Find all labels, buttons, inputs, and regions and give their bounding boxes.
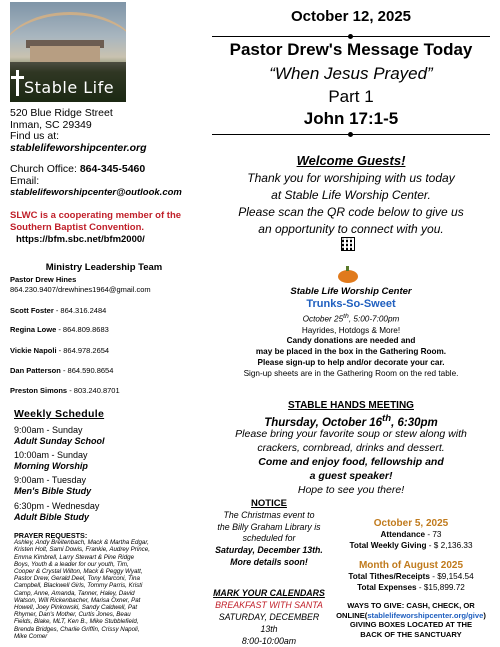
cross-icon (16, 70, 19, 96)
sbc-link[interactable]: https://bfm.sbc.net/bfm2000/ (16, 234, 145, 245)
leader-name: Vickie Napoli (10, 346, 57, 355)
event-line: may be placed in the box in the Gathering Room. (255, 347, 447, 357)
ways-line: GIVING BOXES LOCATED AT THE (349, 620, 473, 630)
logo-text: Stable Life (24, 78, 115, 97)
schedule-event: Morning Worship (14, 461, 88, 471)
leader-name: Dan Patterson (10, 366, 61, 375)
event-title: Trunks-So-Sweet (306, 298, 396, 310)
leader-contact: - 864.316.2484 (53, 306, 107, 315)
monthly-finance (328, 560, 494, 593)
welcome-line: Please scan the QR code below to give us (238, 205, 464, 219)
welcome-line: Thank you for worshiping with us today (247, 171, 455, 185)
event-line: Sign-up sheets are in the Gathering Room on the red table. (243, 368, 459, 378)
ways-online (328, 611, 494, 621)
notice-line: scheduled for (242, 533, 296, 544)
prayer-list: Ashley, Andy Breitenbach, Mack & Martha Edgar, Kristen Holt, Sami Dowis, Frankie, Audrey Prince, Emma Kimbrell, Larry Stewart & Pine Ridge Boys, Youth & a leader for our youth, Tim, Cooper & Crystal Wilton, Mack & Peggy Wyatt, Pastor Drew, Gerald Deel, Tony Marconi, Tina Campbell, Blackwell Girls, Tommy Parris, Kristi Camp, Anne, Amanda, Tanner, Haley, David Watson, Will Rickenbacher, Marisa Oxner, Pat Howell, Joey Pinkowski, Sandy Caldwell, Pat Rhymer, Dan's Mother, Curtis Jones, Beau Fields, Blake, MLT, Ken B., Mike Stubblefield, Brenda Bridges, Charlie Griffin, Crissy Napoli, Mike Comer (14, 539, 150, 640)
message-title: Pastor Drew's Message Today (229, 40, 473, 59)
leader-name: Pastor Drew Hines (10, 275, 77, 284)
calendar-title: MARK YOUR CALENDARS (213, 588, 325, 598)
event-line: Please sign-up to help and/or decorate your car. (257, 357, 445, 367)
finance-value: - $15,899.72 (416, 583, 465, 592)
leader-name: Preston Simons (10, 386, 68, 395)
schedule-event: Men's Bible Study (14, 486, 92, 496)
finance-label: Total Tithes/Receipts (348, 572, 430, 581)
church-building-graphic (30, 46, 100, 62)
email-label: Email: (10, 174, 40, 187)
notice-title: NOTICE (251, 498, 287, 509)
email-link[interactable]: stablelifeworshipcenter@outlook.com (10, 187, 182, 198)
leader-item (10, 386, 120, 396)
notice-line: More details soon! (230, 556, 308, 567)
divider-dot (348, 132, 353, 137)
leader-contact: - 864.978.2654 (56, 346, 110, 355)
leadership-title: Ministry Leadership Team (45, 262, 163, 273)
schedule-time: 10:00am - Sunday (14, 450, 88, 460)
calendar-box (210, 587, 328, 647)
finance-value: - 73 (425, 530, 442, 539)
finance-line (328, 571, 494, 582)
schedule-item (14, 450, 88, 472)
event-details (210, 312, 492, 380)
event-line: Hayrides, Hotdogs & More! (301, 325, 401, 335)
event-line: Candy donations are needed and (286, 336, 416, 346)
office-phone[interactable]: 864-345-5460 (79, 163, 146, 175)
address-line: 520 Blue Ridge Street (10, 107, 113, 119)
address-line: Find us at: (10, 130, 60, 142)
event-date-text: October 25 (302, 314, 344, 324)
calendar-event: BREAKFAST WITH SANTA (215, 600, 323, 610)
sbc-text: SLWC is a cooperating member of the Southern Baptist Convention. (10, 210, 182, 233)
leader-item (10, 275, 151, 294)
notice-line: The Christmas event to (223, 509, 315, 520)
pumpkin-icon (338, 270, 358, 283)
prayer-requests (14, 532, 150, 640)
give-link[interactable]: stablelifeworshipcenter.org/give (367, 610, 484, 620)
finance-title: October 5, 2025 (373, 518, 449, 529)
schedule-title: Weekly Schedule (14, 408, 105, 420)
finance-title: Month of August 2025 (358, 560, 464, 571)
ways-line: WAYS TO GIVE: CASH, CHECK, OR (347, 601, 475, 610)
bulletin-date: October 12, 2025 (290, 8, 412, 25)
schedule-item (14, 475, 91, 497)
divider-dot (348, 34, 353, 39)
schedule-item (14, 501, 99, 523)
finance-label: Total Weekly Giving (349, 541, 427, 550)
schedule-time: 6:30pm - Wednesday (14, 501, 100, 511)
leader-contact: - 864.809.8683 (56, 325, 109, 334)
left-column (10, 0, 198, 647)
calendar-date: SATURDAY, DECEMBER 13th (218, 612, 320, 634)
ways-line: BACK OF THE SANCTUARY (360, 629, 462, 639)
event-date-suffix: th (343, 313, 349, 320)
hands-line: crackers, cornbread, drinks and dessert. (257, 442, 445, 454)
leader-contact: 864.230.9407/drewhines1964@gmail.com (10, 284, 151, 294)
finance-label: Total Expenses (357, 583, 417, 592)
hands-date-suffix: th (382, 413, 392, 424)
hands-line: a guest speaker! (309, 470, 393, 482)
weekly-finance (328, 518, 494, 551)
welcome-line: at Stable Life Worship Center. (271, 188, 431, 202)
finance-line (328, 529, 494, 540)
leader-item (10, 366, 113, 376)
right-column (210, 0, 492, 647)
schedule-time: 9:00am - Tuesday (14, 475, 87, 485)
leader-item (10, 346, 109, 356)
ways-online-label: ONLINE( (336, 610, 368, 620)
message-part: Part 1 (328, 87, 374, 106)
event-org: Stable Life Worship Center (290, 286, 412, 297)
leader-item (10, 325, 109, 335)
welcome-title: Welcome Guests! (296, 153, 406, 168)
leader-contact: - 803.240.8701 (67, 386, 120, 395)
finance-label: Attendance (380, 530, 426, 539)
schedule-event: Adult Bible Study (14, 512, 89, 522)
hands-date-text: Thursday, October 16 (264, 416, 383, 429)
church-logo (10, 2, 126, 102)
schedule-item (14, 425, 105, 447)
prayer-title: PRAYER REQUESTS: (14, 531, 88, 540)
hands-line: Hope to see you there! (297, 484, 405, 496)
leader-name: Regina Lowe (10, 325, 57, 334)
schedule-time: 9:00am - Sunday (14, 425, 83, 435)
hands-title: STABLE HANDS MEETING (288, 400, 414, 411)
finance-value: - $ 2,136.33 (426, 541, 473, 550)
leader-name: Scott Foster (10, 306, 54, 315)
website-link[interactable]: stablelifeworshipcenter.org (10, 141, 147, 154)
welcome-line: an opportunity to connect with you. (258, 222, 444, 236)
notice-line: the Billy Graham Library is (217, 521, 321, 532)
hands-details (210, 427, 492, 497)
office-label: Church Office: (10, 163, 80, 175)
event-date (210, 312, 492, 326)
schedule-event: Adult Sunday School (14, 436, 105, 446)
cross-icon-bar (11, 76, 24, 79)
office-contact (10, 164, 182, 199)
address-line: Inman, SC 29349 (10, 118, 92, 131)
leader-item (10, 306, 106, 316)
ways-to-give (328, 601, 494, 639)
message-subtitle: “When Jesus Prayed” (269, 64, 433, 83)
event-time: , 5:00-7:00pm (348, 314, 400, 324)
hands-line: Please bring your favorite soup or stew along with (235, 428, 467, 440)
finance-value: - $9,154.54 (429, 572, 474, 581)
church-address (10, 108, 147, 154)
calendar-time: 8:00-10:00am (241, 636, 297, 646)
notice-line: Saturday, December 13th. (215, 545, 323, 556)
finance-line (328, 540, 494, 551)
notice-box (210, 498, 328, 569)
sbc-membership (10, 210, 198, 246)
finance-line (328, 582, 494, 593)
message-verse: John 17:1-5 (303, 109, 399, 128)
leader-contact: - 864.590.8654 (60, 366, 114, 375)
qr-code-icon[interactable] (341, 237, 355, 251)
ways-paren: ) (483, 610, 486, 620)
welcome-message (210, 170, 492, 238)
hands-line: Come and enjoy food, fellowship and (258, 456, 444, 468)
hands-time: , 6:30pm (391, 416, 438, 429)
